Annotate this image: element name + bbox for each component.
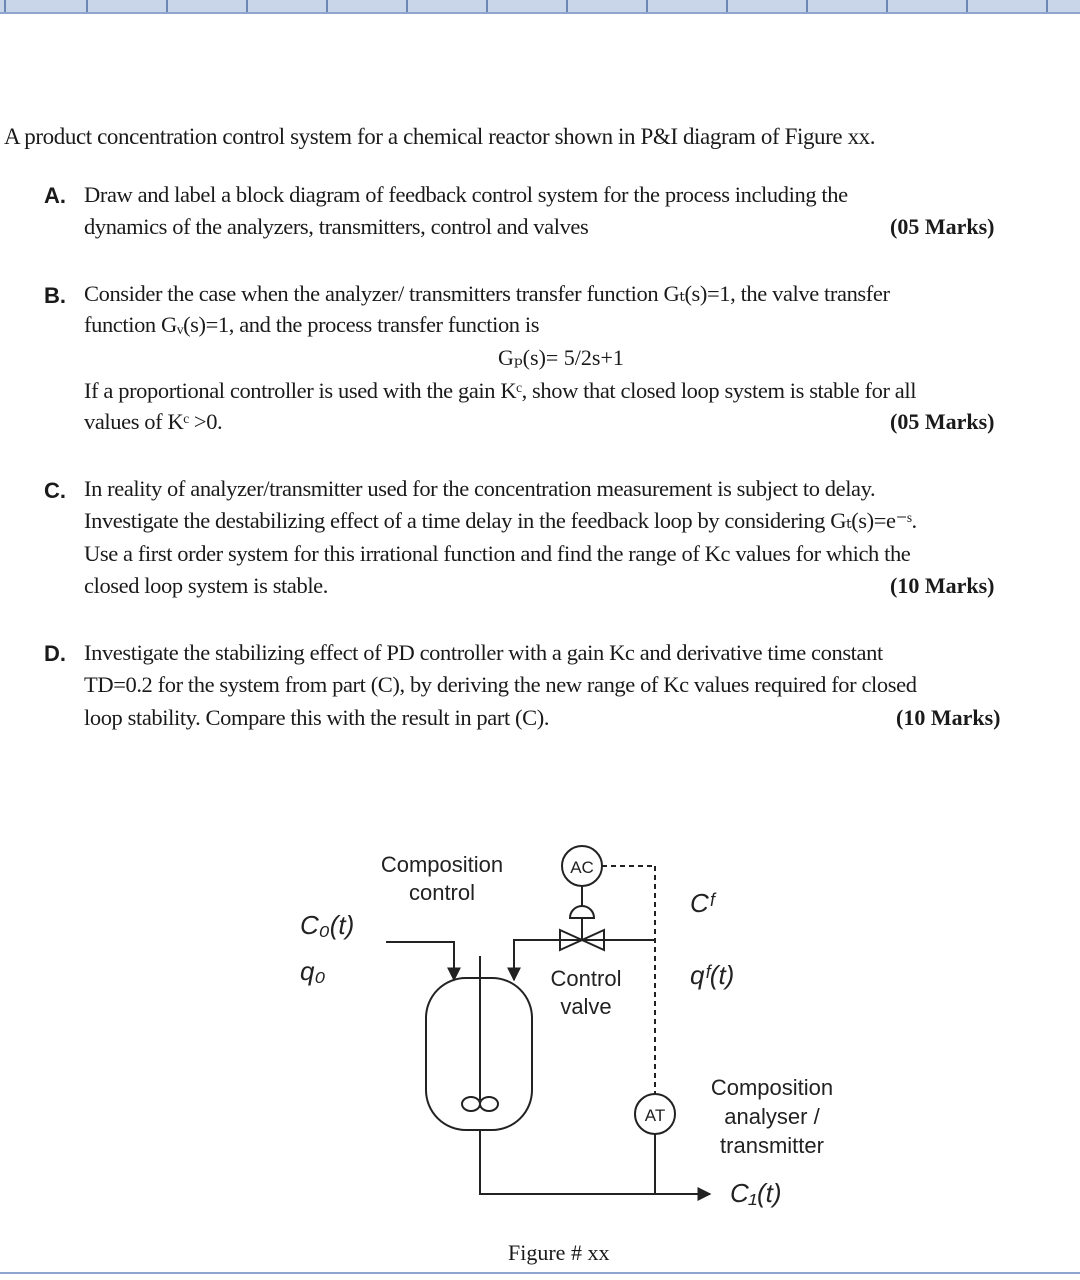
ruler-tick — [726, 0, 728, 12]
pi-diagram — [260, 830, 860, 1210]
intro-text: A product concentration control system for a chemical reactor shown in P&I diagram of Figure xx. — [4, 124, 876, 149]
outlet-line — [480, 1130, 710, 1194]
label-c0t: C₀(t) — [300, 910, 355, 940]
question-b-line2: function Gᵥ(s)=1, and the process transfer function is — [84, 312, 540, 337]
ruler-tick — [646, 0, 648, 12]
ruler-tick — [166, 0, 168, 12]
question-c-label: C. — [44, 478, 66, 503]
question-d-line1: Investigate the stabilizing effect of PD controller with a gain Kc and derivative time constant — [84, 640, 883, 665]
question-b-marks: (05 Marks) — [890, 409, 995, 434]
ruler-tick — [326, 0, 328, 12]
ruler-tick — [806, 0, 808, 12]
question-b-line5: values of Kᶜ >0. — [84, 409, 223, 434]
question-b-line1: Consider the case when the analyzer/ transmitters transfer function Gₜ(s)=1, the valve transfer — [84, 281, 890, 306]
question-d-line3: loop stability. Compare this with the result in part (C). — [84, 705, 550, 730]
question-d-marks: (10 Marks) — [896, 705, 1001, 730]
question-d-label: D. — [44, 641, 66, 666]
label-cf: Cᶠ — [690, 888, 715, 918]
question-c-line1: In reality of analyzer/transmitter used for the concentration measurement is subject to delay. — [84, 476, 876, 501]
ruler-tick — [406, 0, 408, 12]
feed-line-c0 — [386, 942, 454, 980]
label-c1t: C₁(t) — [730, 1178, 782, 1208]
ruler-tick — [486, 0, 488, 12]
question-c-marks: (10 Marks) — [890, 573, 995, 598]
label-ac: AC — [570, 858, 594, 877]
ruler-tick — [566, 0, 568, 12]
valve-actuator — [570, 906, 594, 918]
label-composition-control-2: control — [408, 880, 476, 905]
question-c-line2: Investigate the destabilizing effect of a time delay in the feedback loop by considering Gₜ(s)=e⁻ˢ. — [84, 508, 917, 533]
question-a-marks: (05 Marks) — [890, 214, 995, 239]
question-a-label: A. — [44, 183, 66, 208]
question-b-equation: Gₚ(s)= 5/2s+1 — [498, 345, 624, 370]
label-analyser-2: analyser / — [724, 1104, 820, 1129]
label-qft: qᶠ(t) — [690, 960, 735, 990]
ruler-tick — [246, 0, 248, 12]
question-a-line2: dynamics of the analyzers, transmitters, control and valves — [84, 214, 589, 239]
figure-caption: Figure # xx — [508, 1240, 610, 1265]
question-c-line4: closed loop system is stable. — [84, 573, 328, 598]
question-b-line4: If a proportional controller is used with the gain Kᶜ, show that closed loop system is stable for all — [84, 378, 917, 403]
label-control-valve-2: valve — [560, 994, 612, 1019]
ruler-tick — [4, 0, 6, 12]
ruler-tick — [1046, 0, 1048, 12]
question-c-line3: Use a first order system for this irrational function and find the range of Kc values for which the — [84, 541, 911, 566]
label-q0: q₀ — [300, 956, 326, 986]
ruler-tick — [86, 0, 88, 12]
label-composition-control-1: Composition — [380, 852, 504, 877]
question-d-line2: TD=0.2 for the system from part (C), by deriving the new range of Kc values required for closed — [84, 672, 917, 697]
label-analyser-1: Composition — [710, 1075, 834, 1100]
question-a-line1: Draw and label a block diagram of feedback control system for the process including the — [84, 182, 848, 207]
label-analyser-3: transmitter — [720, 1133, 824, 1158]
ruler-tick — [886, 0, 888, 12]
top-ruler — [0, 0, 1080, 14]
question-b-label: B. — [44, 283, 66, 308]
agitator-blade-left — [462, 1097, 480, 1111]
bottom-border — [0, 1272, 1080, 1274]
label-control-valve-1: Control — [550, 966, 622, 991]
agitator-blade-right — [480, 1097, 498, 1111]
ruler-tick — [966, 0, 968, 12]
label-at: AT — [644, 1106, 666, 1125]
